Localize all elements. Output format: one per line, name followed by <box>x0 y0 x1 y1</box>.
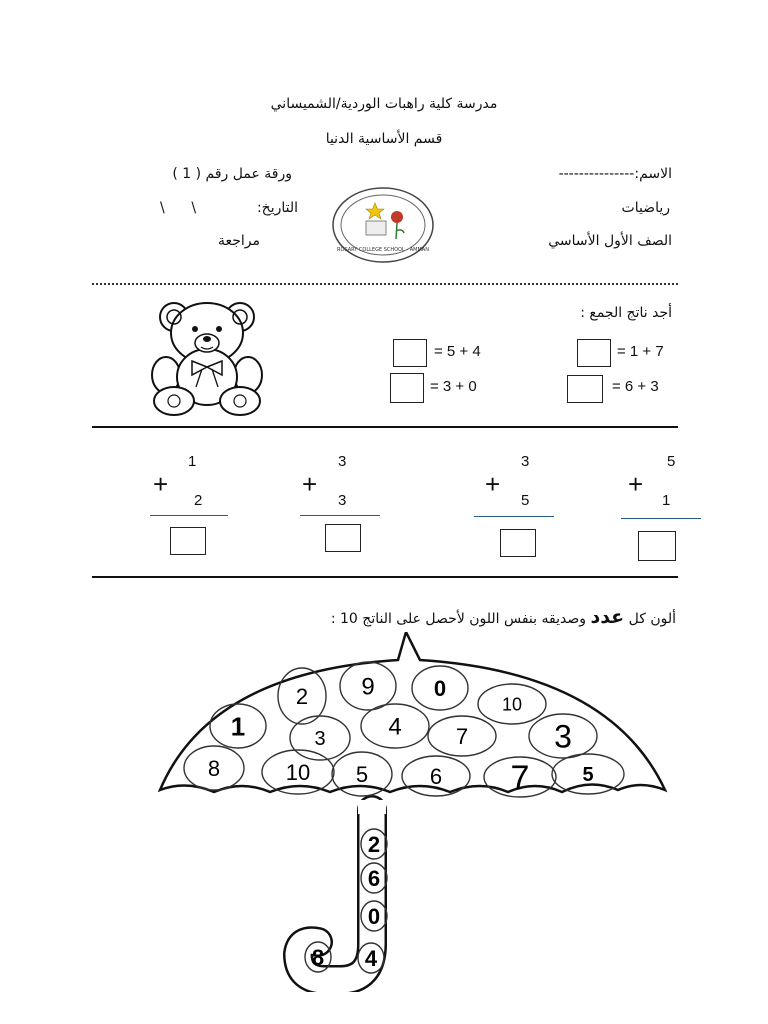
instruction-part2: وصديقه بنفس اللون لأحصل على الناتج 10 : <box>330 611 586 627</box>
sum-line <box>474 516 554 517</box>
addend-bottom: 1 <box>662 492 671 509</box>
addend-bottom: 2 <box>194 492 203 509</box>
answer-box[interactable] <box>325 524 361 552</box>
date-label: التاريخ: <box>256 200 298 216</box>
handle-number: 2 <box>367 832 381 857</box>
umbrella-number: 3 <box>314 728 326 751</box>
sum-instruction: أجد ناتج الجمع : <box>580 305 672 321</box>
umbrella-number: 10 <box>285 759 311 785</box>
umbrella-number: 3 <box>554 718 572 755</box>
umbrella-number: 10 <box>501 694 523 715</box>
answer-box[interactable] <box>170 527 206 555</box>
equation-4: = 6 + 3 <box>612 378 659 395</box>
section-divider <box>92 426 678 428</box>
answer-box[interactable] <box>393 339 427 367</box>
answer-box[interactable] <box>390 373 424 403</box>
subject-label: رياضيات <box>621 200 670 216</box>
umbrella-number: 6 <box>429 763 443 789</box>
handle-number: 0 <box>367 904 381 929</box>
answer-box[interactable] <box>638 531 676 561</box>
addend-top: 5 <box>667 453 676 470</box>
handle-number: 4 <box>364 946 378 971</box>
addend-bottom: 5 <box>521 492 530 509</box>
rose-icon <box>391 211 403 223</box>
teddy-bear-icon <box>150 295 265 420</box>
instruction-part1: ألون كل <box>628 611 676 627</box>
answer-box[interactable] <box>500 529 536 557</box>
umbrella-number: 2 <box>295 683 309 709</box>
addend-top: 3 <box>521 453 530 470</box>
equation-3: = 3 + 0 <box>430 378 477 395</box>
equation-2: = 1 + 7 <box>617 343 664 360</box>
plus-sign: + <box>153 469 169 499</box>
umbrella-number: 7 <box>455 723 469 749</box>
sum-line <box>621 518 701 519</box>
dotted-divider <box>92 283 678 285</box>
color-instruction <box>331 606 676 628</box>
section-divider <box>92 576 678 578</box>
addend-top: 1 <box>188 453 197 470</box>
worksheet-label: ورقة عمل رقم ( 1 ) <box>172 166 292 182</box>
umbrella-number: 5 <box>582 764 594 787</box>
umbrella-number: 9 <box>361 673 375 701</box>
name-label: الاسم:--------------- <box>558 166 672 182</box>
grade-label: الصف الأول الأساسي <box>548 233 672 249</box>
umbrella-number: 1 <box>230 711 246 742</box>
handle-number: 8 <box>311 945 325 970</box>
date-slashes: \ \ <box>160 200 197 216</box>
equation-1: = 5 + 4 <box>434 343 481 360</box>
logo-text: ROSARY COLLEGE SCHOOL - AMMAN <box>337 247 429 253</box>
plus-sign: + <box>302 469 318 499</box>
umbrella-number: 8 <box>207 755 221 781</box>
review-label: مراجعة <box>217 233 260 249</box>
sum-line <box>300 515 380 516</box>
sum-line <box>150 515 228 516</box>
umbrella-number: 5 <box>355 761 369 787</box>
addend-bottom: 3 <box>338 492 347 509</box>
scroll-icon <box>366 221 386 235</box>
plus-sign: + <box>485 469 501 499</box>
answer-box[interactable] <box>567 375 603 403</box>
department-name: قسم الأساسية الدنيا <box>325 131 443 147</box>
instruction-bold: عدد <box>590 606 625 628</box>
handle-number: 6 <box>367 866 381 891</box>
umbrella-number: 7 <box>510 759 530 798</box>
school-logo <box>330 185 436 265</box>
addend-top: 3 <box>338 453 347 470</box>
umbrella-picture <box>150 632 682 992</box>
plus-sign: + <box>628 469 644 499</box>
umbrella-number: 0 <box>433 675 447 701</box>
school-name: مدرسة كلية راهبات الوردية/الشميساني <box>270 96 498 112</box>
answer-box[interactable] <box>577 339 611 367</box>
umbrella-number: 4 <box>388 713 402 741</box>
